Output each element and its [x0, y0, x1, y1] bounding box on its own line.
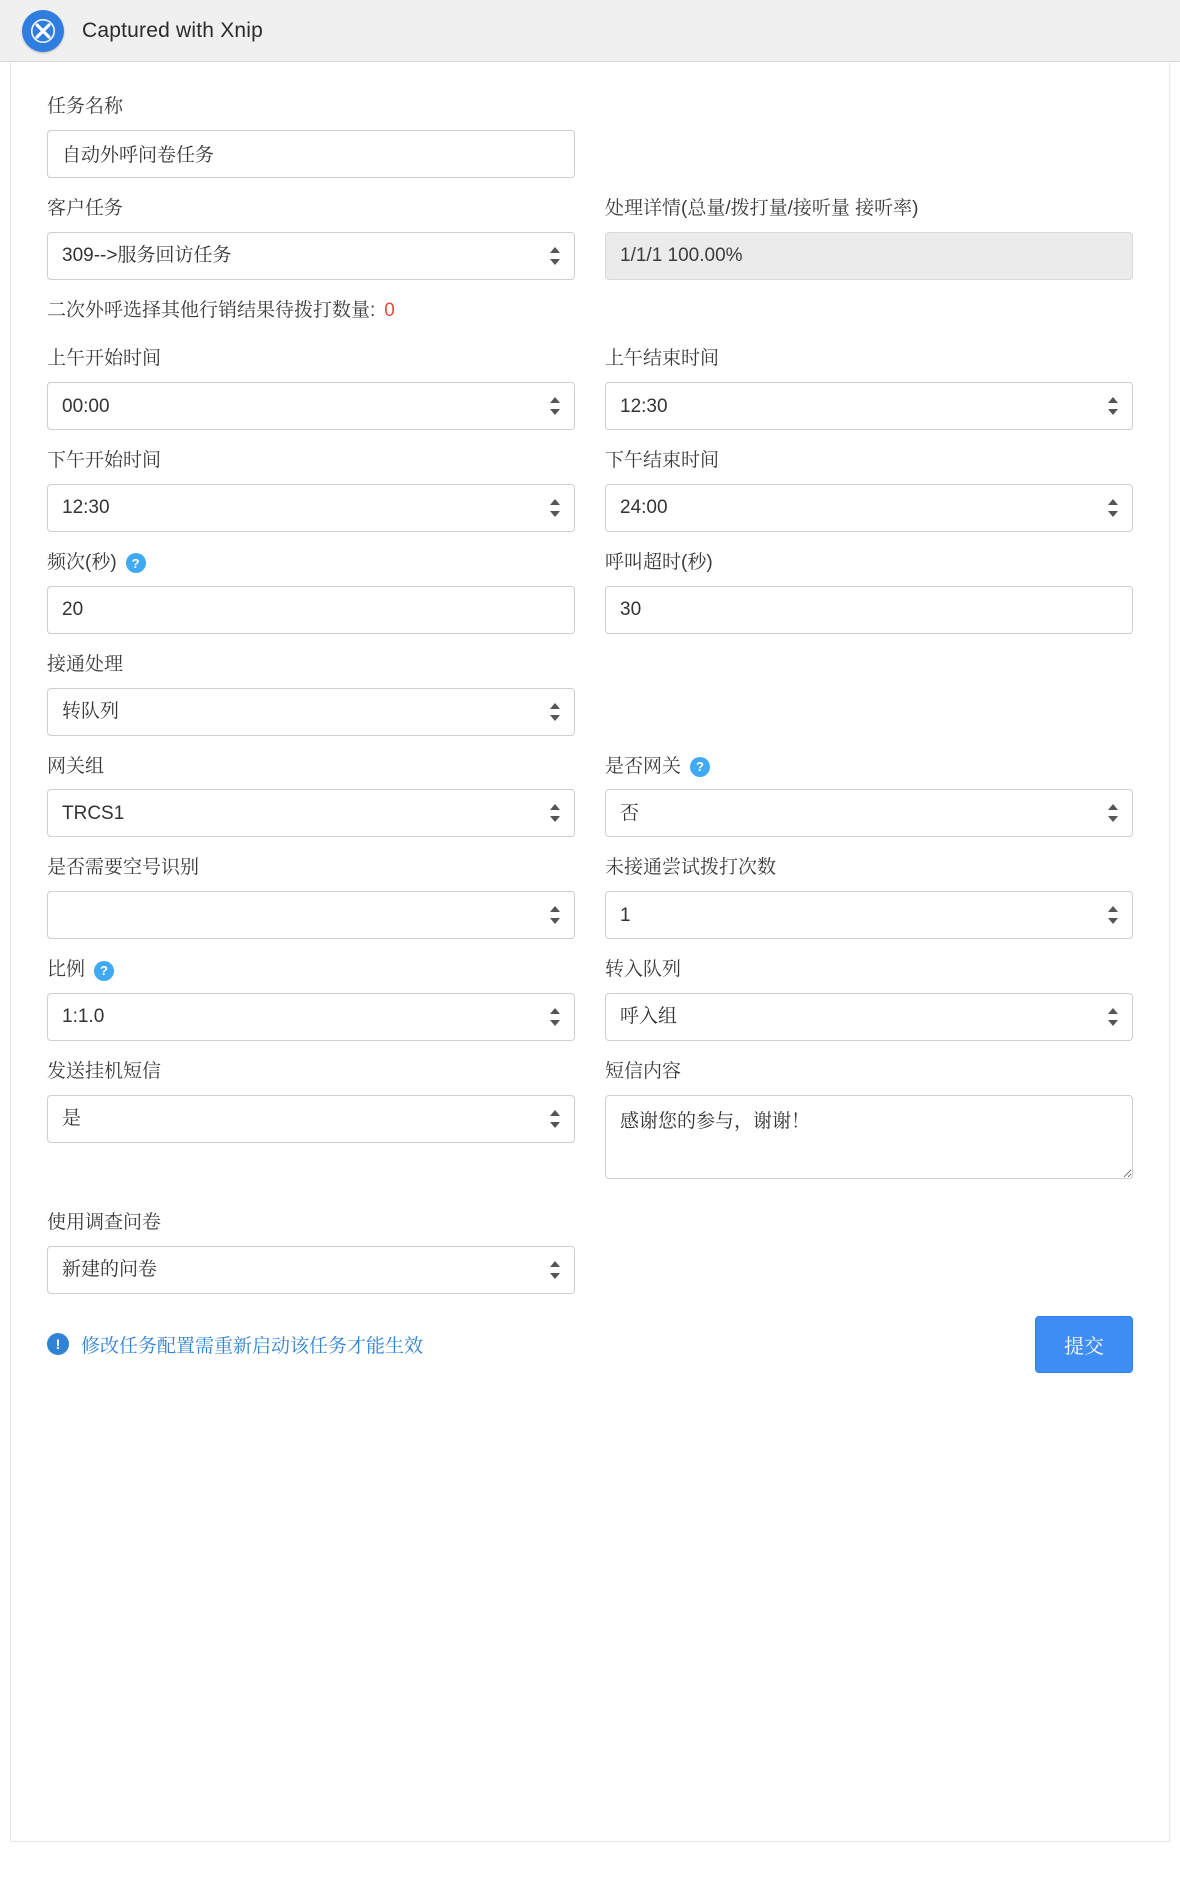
ratio-help-icon[interactable]: ? — [94, 961, 114, 981]
empty-number-check-label: 是否需要空号识别 — [47, 857, 200, 879]
is-gateway-label-text: 是否网关 — [605, 755, 682, 777]
morning-end-label: 上午结束时间 — [605, 348, 720, 370]
transfer-queue-select[interactable] — [605, 993, 1133, 1041]
is-gateway-help-icon[interactable]: ? — [690, 757, 710, 777]
field-morning-end — [605, 348, 1133, 430]
transfer-queue-select-wrap — [605, 993, 1133, 1041]
send-sms-select-wrap — [47, 1095, 575, 1143]
call-timeout-label: 呼叫超时(秒) — [605, 551, 713, 573]
empty-number-check-select[interactable] — [47, 891, 575, 939]
restart-note-text: 修改任务配置需重新启动该任务才能生效 — [81, 1335, 424, 1357]
row-sms — [47, 1061, 1133, 1184]
task-name-input[interactable] — [47, 130, 575, 178]
is-gateway-select-wrap — [605, 789, 1133, 837]
ratio-select-wrap — [47, 993, 575, 1041]
task-name-label: 任务名称 — [47, 96, 124, 117]
sms-content-textarea[interactable] — [605, 1095, 1133, 1179]
empty-number-check-select-wrap — [47, 891, 575, 939]
xnip-logo-icon — [22, 10, 64, 52]
field-retry-times — [605, 857, 1133, 939]
field-empty-number-check — [47, 857, 575, 939]
afternoon-start-label: 下午开始时间 — [47, 450, 162, 472]
row-morning-time — [47, 348, 1133, 430]
connect-process-label: 接通处理 — [47, 653, 124, 675]
is-gateway-label — [605, 756, 1133, 779]
gateway-group-select[interactable] — [47, 789, 575, 837]
questionnaire-label: 使用调查问卷 — [47, 1211, 162, 1233]
field-morning-start — [47, 348, 575, 430]
field-task-name — [47, 96, 575, 178]
customer-task-select[interactable] — [47, 232, 575, 280]
form-footer — [47, 1316, 1133, 1373]
field-send-sms — [47, 1061, 575, 1184]
transfer-queue-label: 转入队列 — [605, 959, 682, 981]
morning-end-select-wrap — [605, 382, 1133, 430]
send-sms-select[interactable] — [47, 1095, 575, 1143]
field-ratio — [47, 959, 575, 1041]
row-gateway — [47, 756, 1133, 838]
call-timeout-input[interactable] — [605, 586, 1133, 634]
field-frequency — [47, 552, 575, 634]
customer-task-label: 客户任务 — [47, 197, 124, 219]
row-second-call-note — [47, 300, 1133, 323]
send-sms-label: 发送挂机短信 — [47, 1060, 162, 1082]
info-icon: ! — [47, 1333, 69, 1355]
xnip-titlebar — [0, 0, 1180, 62]
field-sms-content — [605, 1061, 1133, 1184]
frequency-label — [47, 552, 575, 575]
row-questionnaire — [47, 1212, 1133, 1294]
row-questionnaire-spacer — [605, 1212, 1133, 1294]
afternoon-start-select[interactable] — [47, 484, 575, 532]
afternoon-start-select-wrap — [47, 484, 575, 532]
field-connect-process — [47, 654, 575, 736]
retry-times-select[interactable] — [605, 891, 1133, 939]
process-detail-label: 处理详情(总量/拨打量/接听量 接听率) — [605, 197, 919, 219]
xnip-title-label: Captured with Xnip — [82, 18, 264, 42]
field-call-timeout — [605, 552, 1133, 634]
row-customer-task — [47, 198, 1133, 280]
frequency-input[interactable] — [47, 586, 575, 634]
is-gateway-select[interactable] — [605, 789, 1133, 837]
field-questionnaire — [47, 1212, 575, 1294]
second-call-note-text: 二次外呼选择其他行销结果待拨打数量: — [47, 299, 376, 321]
process-detail-value: 1/1/1 100.00% — [605, 232, 1133, 280]
retry-times-select-wrap — [605, 891, 1133, 939]
morning-start-label: 上午开始时间 — [47, 348, 162, 370]
row-task-name-spacer — [605, 96, 1133, 178]
retry-times-label: 未接通尝试拨打次数 — [605, 857, 777, 879]
second-call-note-label — [47, 300, 1133, 323]
connect-process-select[interactable] — [47, 688, 575, 736]
field-gateway-group — [47, 756, 575, 838]
morning-start-select[interactable] — [47, 382, 575, 430]
row-task-name — [47, 96, 1133, 178]
questionnaire-select[interactable] — [47, 1246, 575, 1294]
row-afternoon-time — [47, 450, 1133, 532]
restart-note — [47, 1331, 423, 1358]
field-customer-task — [47, 198, 575, 280]
morning-start-select-wrap — [47, 382, 575, 430]
field-transfer-queue — [605, 959, 1133, 1041]
ratio-select[interactable] — [47, 993, 575, 1041]
field-is-gateway — [605, 756, 1133, 838]
second-call-note — [47, 300, 1133, 323]
frequency-label-text: 频次(秒) — [47, 551, 117, 573]
morning-end-select[interactable] — [605, 382, 1133, 430]
ratio-label — [47, 959, 575, 982]
row-ratio-queue — [47, 959, 1133, 1041]
field-afternoon-end — [605, 450, 1133, 532]
afternoon-end-label: 下午结束时间 — [605, 450, 720, 472]
row-connect-process — [47, 654, 1133, 736]
task-config-form — [10, 62, 1170, 1842]
field-afternoon-start — [47, 450, 575, 532]
gateway-group-select-wrap — [47, 789, 575, 837]
section-spacer — [47, 1204, 1133, 1212]
ratio-label-text: 比例 — [47, 959, 86, 981]
row-frequency-timeout — [47, 552, 1133, 634]
sms-content-label: 短信内容 — [605, 1060, 682, 1082]
row-connect-process-spacer — [605, 654, 1133, 736]
second-call-note-count: 0 — [384, 299, 395, 321]
questionnaire-select-wrap — [47, 1246, 575, 1294]
gateway-group-label: 网关组 — [47, 755, 105, 777]
afternoon-end-select[interactable] — [605, 484, 1133, 532]
row-empty-retry — [47, 857, 1133, 939]
connect-process-select-wrap — [47, 688, 575, 736]
afternoon-end-select-wrap — [605, 484, 1133, 532]
frequency-help-icon[interactable]: ? — [126, 553, 146, 573]
customer-task-select-wrap — [47, 232, 575, 280]
submit-button[interactable]: 提交 — [1035, 1316, 1133, 1373]
field-process-detail — [605, 198, 1133, 280]
